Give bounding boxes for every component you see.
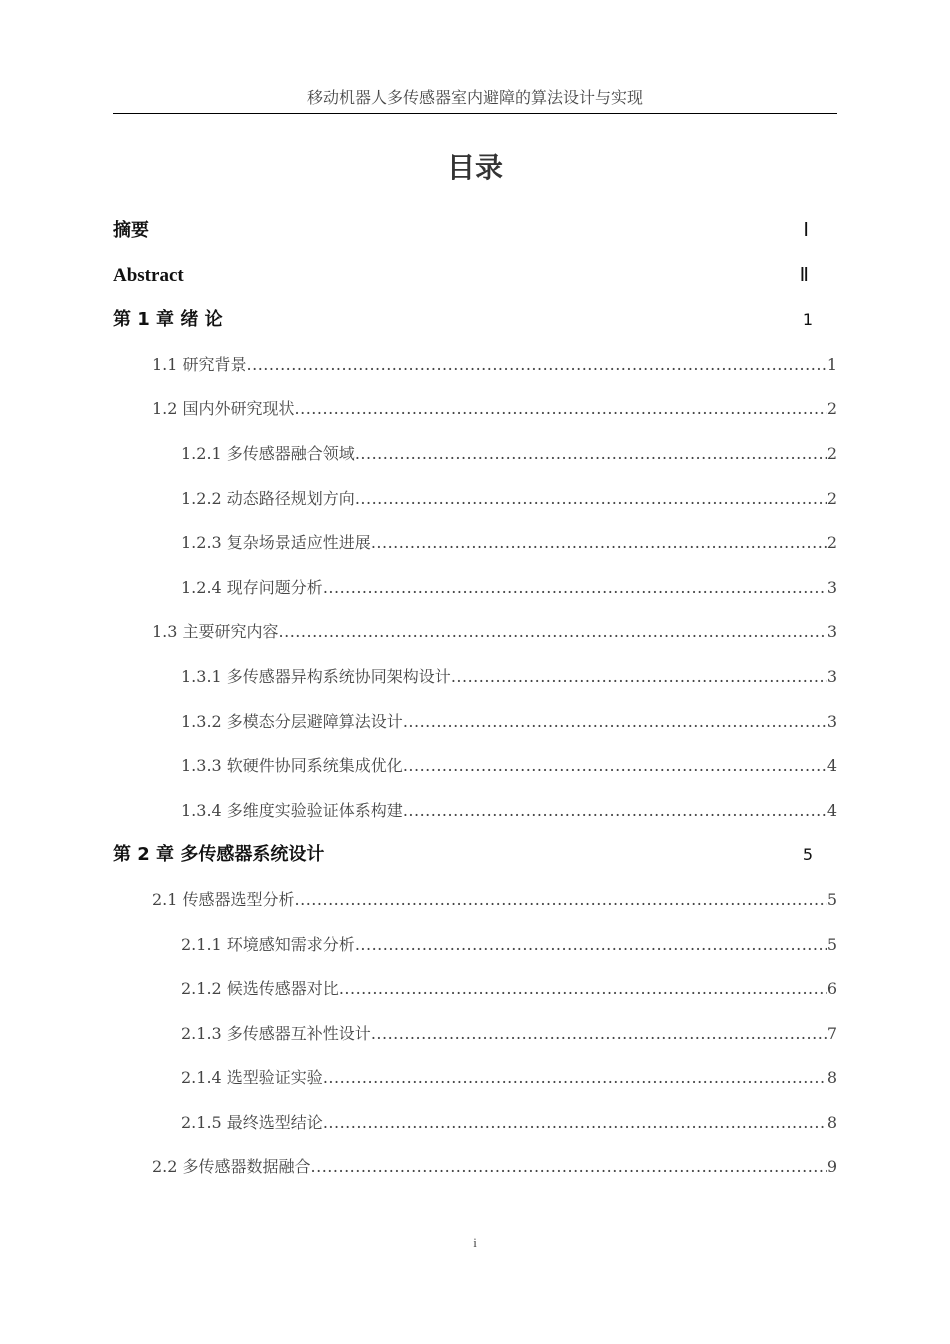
- toc-entry-chapter-1[interactable]: [113, 298, 837, 343]
- toc-entry-1-3-1[interactable]: [113, 655, 837, 700]
- toc-entry-page: 4: [826, 800, 837, 820]
- toc-leader-dots: [279, 610, 827, 655]
- toc-entry-title: 第 2 章 多传感器系统设计: [113, 844, 325, 866]
- toc-leader-dots: [371, 1012, 827, 1057]
- toc-entry-page: 3: [826, 666, 837, 686]
- toc-entry-page: 5: [826, 889, 837, 909]
- toc-entry-page: 5: [826, 934, 837, 954]
- toc-leader-dots: [295, 878, 827, 923]
- toc-entry-title: 1.2 国内外研究现状: [152, 399, 295, 419]
- toc-entry-abstract-en[interactable]: [113, 254, 837, 299]
- toc-entry-title: 1.3 主要研究内容: [152, 622, 279, 642]
- toc-leader-dots: [295, 387, 827, 432]
- toc-entry-title: 1.2.1 多传感器融合领域: [181, 443, 355, 463]
- toc-entry-title: 2.1.3 多传感器互补性设计: [181, 1023, 371, 1043]
- toc-entry-title: 2.1.1 环境感知需求分析: [181, 934, 355, 954]
- toc-entry-page: Ⅰ: [803, 220, 809, 241]
- toc-entry-1-2-4[interactable]: [113, 566, 837, 611]
- toc-leader-dots: [371, 521, 827, 566]
- toc-entry-page: 2: [826, 443, 837, 463]
- toc-entry-2-1-1[interactable]: [113, 923, 837, 968]
- toc-entry-page: 7: [826, 1023, 837, 1043]
- toc-leader-dots: [323, 566, 827, 611]
- toc-entry-1-2[interactable]: [113, 387, 837, 432]
- toc-leader-dots: [403, 789, 827, 834]
- toc-entry-page: 2: [826, 488, 837, 508]
- toc-entry-page: 8: [826, 1068, 837, 1088]
- toc-entry-page: 6: [826, 979, 837, 999]
- toc-entry-1-3-4[interactable]: [113, 789, 837, 834]
- toc-leader-dots: [355, 432, 827, 477]
- toc-entry-1-2-1[interactable]: [113, 432, 837, 477]
- toc-entry-1-2-3[interactable]: [113, 521, 837, 566]
- toc-entry-title: 2.1.4 选型验证实验: [181, 1068, 323, 1088]
- toc-entry-2-2[interactable]: [113, 1145, 837, 1190]
- toc-entry-page: 5: [802, 845, 813, 865]
- toc-entry-abstract-cn[interactable]: [113, 209, 837, 254]
- toc-entry-page: 1: [802, 310, 813, 330]
- toc-entry-title: 1.3.1 多传感器异构系统协同架构设计: [181, 666, 451, 686]
- toc-entry-title: 1.3.4 多维度实验验证体系构建: [181, 800, 403, 820]
- toc-entry-title: 摘要: [113, 220, 149, 241]
- toc-leader-dots: [403, 700, 827, 745]
- toc-entry-2-1-4[interactable]: [113, 1056, 837, 1101]
- toc-leader-dots: [339, 967, 827, 1012]
- toc-entry-1-3-2[interactable]: [113, 700, 837, 745]
- toc-leader-dots: [355, 923, 827, 968]
- running-header: 移动机器人多传感器室内避障的算法设计与实现: [306, 88, 643, 107]
- toc-entry-2-1-5[interactable]: [113, 1101, 837, 1146]
- toc-entry-title: Abstract: [113, 264, 184, 286]
- toc-entry-page: 2: [826, 399, 837, 419]
- table-of-contents: [113, 209, 837, 1190]
- toc-entry-1-3-3[interactable]: [113, 744, 837, 789]
- toc-entry-title: 第 1 章 绪 论: [113, 309, 223, 331]
- toc-entry-page: 4: [826, 756, 837, 776]
- toc-title: 目录: [446, 151, 503, 184]
- toc-entry-chapter-2[interactable]: [113, 833, 837, 878]
- toc-entry-title: 1.1 研究背景: [152, 354, 247, 374]
- toc-leader-dots: [451, 655, 827, 700]
- page-number: i: [473, 1235, 477, 1250]
- toc-entry-title: 2.1.2 候选传感器对比: [181, 979, 339, 999]
- toc-entry-page: 8: [826, 1112, 837, 1132]
- toc-leader-dots: [311, 1145, 827, 1190]
- toc-entry-title: 2.2 多传感器数据融合: [152, 1157, 311, 1177]
- toc-entry-1-1[interactable]: [113, 343, 837, 388]
- toc-entry-1-2-2[interactable]: [113, 477, 837, 522]
- toc-entry-page: 1: [826, 354, 837, 374]
- toc-entry-title: 2.1 传感器选型分析: [152, 889, 295, 909]
- toc-entry-title: 1.2.3 复杂场景适应性进展: [181, 533, 371, 553]
- toc-entry-title: 1.2.2 动态路径规划方向: [181, 488, 355, 508]
- header-rule: [113, 113, 837, 114]
- toc-entry-page: 3: [826, 711, 837, 731]
- toc-entry-1-3[interactable]: [113, 610, 837, 655]
- toc-leader-dots: [355, 477, 827, 522]
- toc-entry-page: 9: [826, 1157, 837, 1177]
- toc-entry-page: 3: [826, 577, 837, 597]
- toc-entry-2-1-3[interactable]: [113, 1012, 837, 1057]
- toc-leader-dots: [323, 1101, 827, 1146]
- toc-leader-dots: [247, 343, 827, 388]
- toc-entry-2-1[interactable]: [113, 878, 837, 923]
- toc-entry-page: Ⅱ: [799, 264, 809, 286]
- toc-entry-title: 2.1.5 最终选型结论: [181, 1112, 323, 1132]
- toc-entry-page: 2: [826, 533, 837, 553]
- toc-leader-dots: [403, 744, 827, 789]
- toc-entry-title: 1.3.3 软硬件协同系统集成优化: [181, 756, 403, 776]
- toc-entry-title: 1.2.4 现存问题分析: [181, 577, 323, 597]
- toc-entry-page: 3: [826, 622, 837, 642]
- toc-leader-dots: [323, 1056, 827, 1101]
- toc-entry-2-1-2[interactable]: [113, 967, 837, 1012]
- toc-entry-title: 1.3.2 多模态分层避障算法设计: [181, 711, 403, 731]
